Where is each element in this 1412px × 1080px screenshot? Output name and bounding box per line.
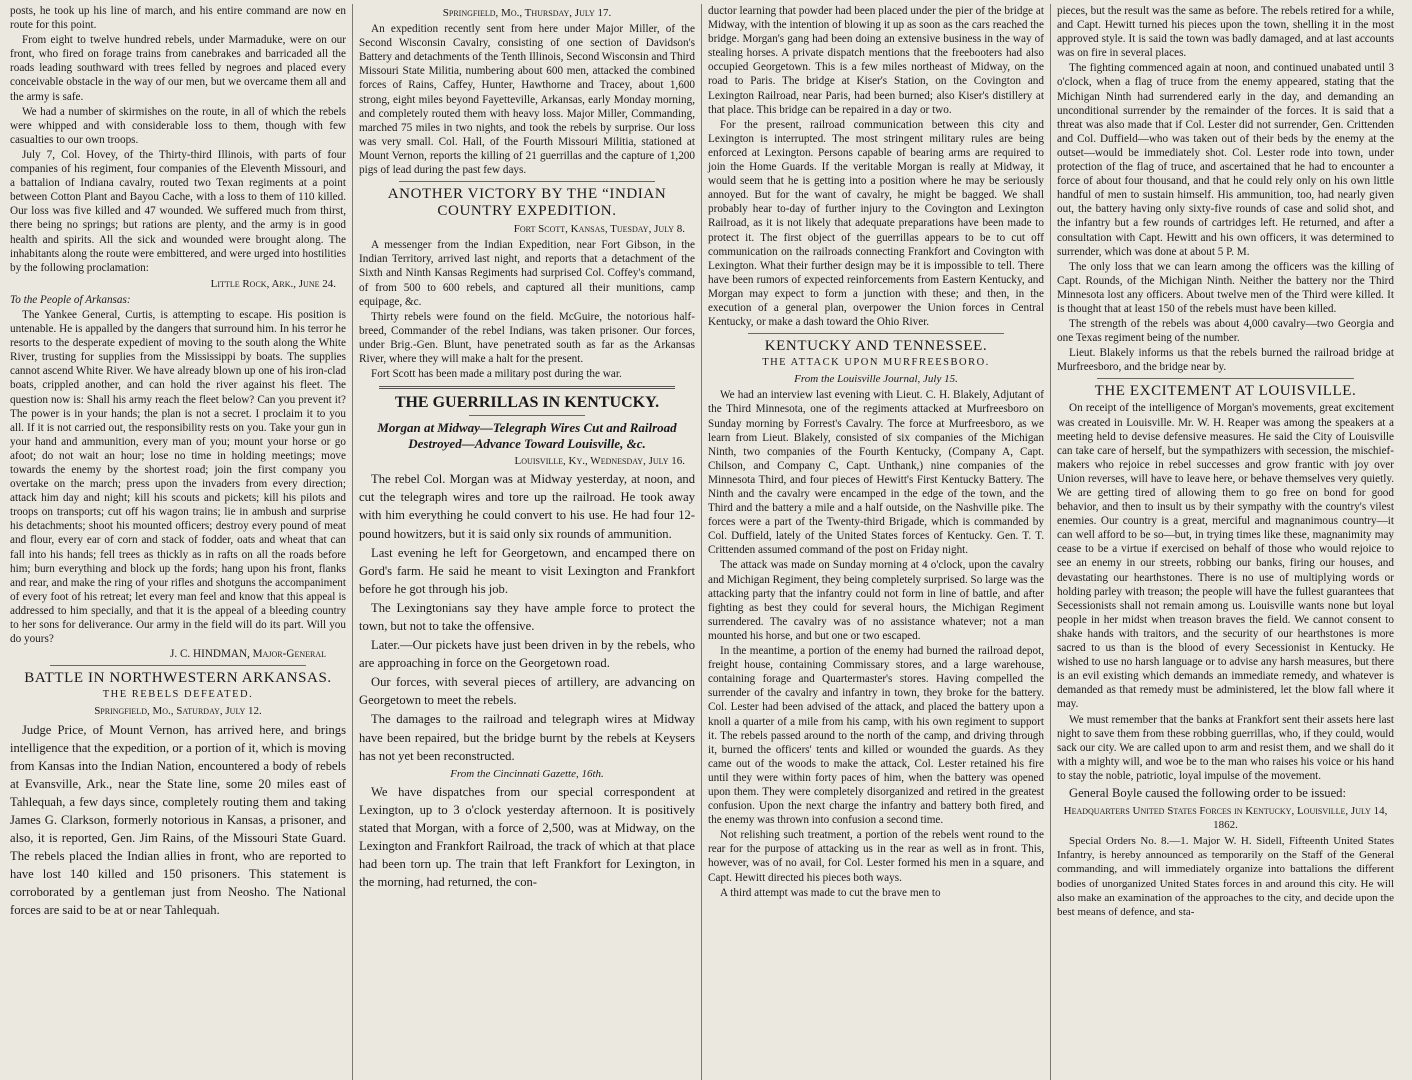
article-paragraph: pieces, but the result was the same as before. The rebels retired for a while, and Capt. Hewitt turned his pieces upon the town, shelling it in the most approved style. It is said the town was badly damaged, and at last accounts was on fire in several places. (1057, 5, 1394, 60)
headline: ANOTHER VICTORY BY THE “INDIAN COUNTRY EXPEDITION. (387, 186, 667, 220)
proclamation-salutation: To the People of Arkansas: (10, 293, 131, 306)
article-paragraph: The only loss that we can learn among the officers was the killing of Capt. Rounds, of the Michigan Ninth. Neither the battery nor the Third Minnesota lost any officers. About twelve men of the Third were killed. It is thought that at least 150 of the rebels must have been killed. (1057, 260, 1394, 315)
signature-line: J. C. HINDMAN, Major-General (170, 648, 326, 661)
column-1 (4, 4, 353, 1080)
dateline: Louisville, Ky., Wednesday, July 16. (514, 455, 685, 468)
article-paragraph: From eight to twelve hundred rebels, under Marmaduke, were on our front, who fired on forage trains from canebrakes and barricaded all the roads leading southward with trees felled by negroes and placed every conceivable obstacle in the way of our men, but we overcame them all and the army is safe. (10, 34, 346, 103)
article-paragraph: We had an interview last evening with Lieut. C. H. Blakely, Adjutant of the Third Minnesota, one of the regiments attacked at Murfreesboro on Sunday morning by Forrest's Cavalry. The force at Murfreesboro, as we learn from Lieut. Blakely, consisted of six companies of the Michigan Ninth, two companies of the Fourth Kentucky, (Company A, Capt. Chilson, and Company C, Capt. Unthank,) nine companies of the Minnesota Third, and four pieces of Hewitt's First Kentucky Battery. The Ninth and the cavalry were encamped in the edge of the town, and the Third and the battery a mile and a half outside, on the Nashville pike. The forces were a part of the Twenty-third Brigade, which is commanded by Col. Duffield, lately of the United States forces of Kentucky. Gen. T. T. Crittenden assumed command of the post on Friday night. (708, 389, 1044, 557)
article-paragraph: A third attempt was made to cut the brave men to (720, 886, 941, 899)
column-2 (353, 4, 702, 1080)
subheadline: THE ATTACK UPON MURFREESBORO. (762, 357, 990, 369)
article-paragraph: Fort Scott has been made a military post during the war. (371, 368, 622, 381)
article-paragraph: posts, he took up his line of march, and his entire command are now en route for this point. (10, 5, 346, 32)
headline: BATTLE IN NORTHWESTERN ARKANSAS. (24, 670, 332, 687)
column-rule (50, 665, 306, 666)
column-rule (399, 181, 655, 182)
article-paragraph: The attack was made on Sunday morning at 4 o'clock, upon the cavalry and Michigan Regiment, they being completely surprised. So large was the attacking party that the infantry could not form in line of battle, and after fighting as best they could for several hours, the Michigan Regiment surrendered. The cavalry was of no assistance whatever; not a man mounted his horse, and but one or two escaped. (708, 559, 1044, 642)
dateline: Headquarters United States Forces in Kentucky, Louisville, July 14, 1862. (1063, 805, 1388, 832)
article-paragraph: The Yankee General, Curtis, is attempting to escape. His position is untenable. He is appalled by the dangers that surround him. In his terror he resorts to the desperate expedient of moving to the south along the White River, trusting for supplies from the Mississippi by boats. The supplies cannot ascend White River. We have already blown up one of his iron-clad boats, crippled another, and can hold the river against his fleet. The question now is: Shall his army reach the fleet below? Can you prevent it? The power is in your hands; the plan is not a secret. I proclaim it to you all. If it is not carried out, the responsibility rests on you. Take your gun in your hand and ammunition, every man of you; mount your horse or go afoot; do not wait an hour; lose no time in holding meetings; move towards the enemy by the shortest road; join the first company you overtake on the march; press upon the invaders from every direction; attack him day and night; kill his scouts and pickets; kill his pilots and troops on transports; cut off his wagon trains; lie in ambush and surprise his detachments; shoot his mounted officers; destroy every pound of meat and flour, every ear of corn and stack of fodder, oats and wheat that can fall into his hands; fell trees as thickly as in rafts on all the roads before him; burn everything and block up the fords; hang upon his front, flanks and rear, and make the ring of your rifles and shotguns the accompaniment of every foot of his retreat; let every man feel and know that this appeal is addressed to him specially, and that it is the appeal of a bleeding country to her sons for deliverance. Our army in the field will do its part. Will you do yours? (10, 308, 346, 646)
headline-deck: Morgan at Midway—Telegraph Wires Cut and Railroad Destroyed—Advance Toward Louisville, &c. (377, 420, 677, 452)
orders-paragraph: Special Orders No. 8.—1. Major W. H. Sidell, Fifteenth United States Infantry, is hereby announced as temporarily on the Staff of the General commanding, and will immediately organize into battalions the different bodies of unorganized United States forces in and around this city. He will also make an examination of the approaches to the city, and decide upon the best means of defence, and sta- (1057, 835, 1394, 918)
source-credit: From the Cincinnati Gazette, 16th. (450, 767, 604, 780)
article-paragraph: Our forces, with several pieces of artillery, are advancing on Georgetown to meet the rebels. (359, 675, 695, 708)
article-paragraph: Not relishing such treatment, a portion of the rebels went round to the rear for the purpose of attacking us in the rear as well as in front. This, however, was of no avail, for Col. Lester formed his men in a square, and Capt. Hewitt directed his pieces both ways. (708, 829, 1044, 884)
article-paragraph: The rebel Col. Morgan was at Midway yesterday, at noon, and cut the telegraph wires and tore up the railroad. He took away with him everything he could convert to his use. He had four 12-pound howitzers, but it is said only six rounds of ammunition. (359, 472, 695, 541)
headline: THE GUERRILLAS IN KENTUCKY. (394, 394, 660, 412)
column-rule (748, 333, 1004, 334)
article-paragraph: In the meantime, a portion of the enemy had burned the railroad depot, freight house, containing Commissary stores, and a large warehouse, containing forage and Quartermaster's stores. Having compelled the surrender of the cavalry and infantry in town, they broke for the battery. Col. Lester had been advised of the attack, and placed the battery upon a knoll a quarter of a mile from his camp, with his own regiment to support it. The rebels passed around to the north of the camp, and driving through it, burned the officers' tents and killed or wounded the guards. As they came out of the woods to make the attack, Col. Lester retained his fire until they were within forty paces of him, when the battery was opened upon them. They were completely disorganized and retired in the greatest confusion. Upon the next charge the infantry and battery both fired, and the enemy was thrown into confusion a second time. (708, 645, 1044, 827)
article-paragraph: For the present, railroad communication between this city and Lexington is interrupted. The most stringent military rules are being enforced at Lexington. Persons capable of bearing arms are required to join the Home Guards. If the veritable Morgan is really at Midway, it would seem that he is getting into a position where he may be seriously annoyed. But for the want of cavalry, he might be bagged. We shall probably hear to-day of further injury to the Covington and Lexington Railroad, as it is not likely that adequate preparations have been made to protect it. The first object of the guerrillas appears to be to cut off communication on the railroads connecting Frankfort and Covington with Lexington. What their further design may be it is impossible to tell. There have been rumors of expected reinforcements from Eastern Kentucky, and Morgan may expect to form a junction with these; and then, in the execution of a general plan, overpower the Union forces in Central Kentucky, or make a dash toward the Ohio River. (708, 118, 1044, 329)
double-rule (379, 386, 675, 389)
article-paragraph: The strength of the rebels was about 4,000 cavalry—two Georgia and one Texas regiment being of the number. (1057, 318, 1394, 345)
article-paragraph: Judge Price, of Mount Vernon, has arrived here, and brings intelligence that the expedition, or a portion of it, which is moving from Kansas into the Indian Nation, encountered a body of rebels at Evansville, Ark., near the State line, some 20 miles east of Tahlequah, a few days since, completely routing them and taking James G. Clarkson, formerly notorious in Kansas, a prisoner, and also, it is reported, Gen. Jim Rains, of the Missouri State Guard. The rebels placed the Indian allies in front, who are reported to have lost 140 killed and 150 prisoners. This statement is corroborated by a gentleman just from Neosho. The National forces are said to be at or near Tahlequah. (10, 722, 346, 918)
dateline: Springfield, Mo., Saturday, July 12. (94, 705, 262, 718)
short-rule (469, 415, 585, 416)
article-paragraph: An expedition recently sent from here under Major Miller, of the Second Wisconsin Cavalry, consisting of one section of Davidson's Battery and detachments of the Tenth Illinois, Second Wisconsin and Third Missouri State Militia, numbering about 600 men, attacked the combined forces of Rains, Caffey, Hunter, Hawthorne and Tracey, about 1,600 strong, eight miles beyond Fayetteville, Arkansas, early Monday morning, and completely routed them with heavy loss. Major Miller, Commanding, marched 75 miles in two nights, and took the rebels by surprise. Our loss was very small. Col. Hall, of the Fourth Missouri Militia, stationed at Mount Vernon, reports the killing of 21 guerrillas and the capture of 1,200 pigs of lead during the past few days. (359, 23, 695, 177)
dateline: Springfield, Mo., Thursday, July 17. (442, 7, 612, 19)
article-paragraph: We have dispatches from our special correspondent at Lexington, up to 3 o'clock yesterday afternoon. It is positively stated that Morgan, with a force of 2,500, was at Midway, on the Lexington and Frankfort Railroad, the track of which at that place had been torn up. The train that left Frankfort for Lexington, in the morning, had returned, the con- (359, 784, 695, 890)
article-paragraph: We had a number of skirmishes on the route, in all of which the rebels were whipped and with considerable loss to them, though with few casualties to our own troops. (10, 105, 346, 146)
article-paragraph: The fighting commenced again at noon, and continued unabated until 3 o'clock, when a flag of truce from the enemy appeared, stating that the Michigan Ninth had surrendered early in the day, and demanding an unconditional surrender by the remainder of the forces. It is said that a threat was also made that if Col. Lester did not surrender, Gen. Crittenden and Col. Duffield—who was taken out of their beds by the enemy at the outset—would be immediately shot. Col. Lester rode into town, under protection of the flag of truce, and ascertained that he had to encounter a force of about four thousand, and that he could rely only on his own little handful of men to sustain himself. His ammunition, too, had nearly given out, the battery having only sixty-five rounds of case and solid shot, and the infantry but a few rounds of cartridges left. He returned, and after a consultation with Capt. Hewitt and his own officers, it was determined to surrender, which was done at about 5 P. M. (1057, 62, 1394, 258)
article-paragraph: ductor learning that powder had been placed under the pier of the bridge at Midway, with the intention of blowing it up as soon as the cars reached the bridge. Morgan's gang had been doing an extensive business in the way of stealing horses. A private dispatch mentions that the freebooters had also occupied Georgetown. This is a few miles northeast of Midway, on the road to Paris. The bridge at Kiser's Station, on the Covington and Lexington Railroad, near Paris, had been burned; also Kiser's distillery at that place. This bridge can be repaired in a day or two. (708, 5, 1044, 116)
article-paragraph: The damages to the railroad and telegraph wires at Midway have been repaired, but the bridge burnt by the rebels at Keysers has not yet been reconstructed. (359, 712, 695, 763)
article-paragraph: Lieut. Blakely informs us that the rebels burned the railroad bridge at Murfreesboro, and the bridge near by. (1057, 347, 1394, 374)
article-paragraph: Last evening he left for Georgetown, and encamped there on Gord's farm. He said he meant to visit Lexington and Frankfort before he got through his job. (359, 545, 695, 596)
subheadline: THE REBELS DEFEATED. (102, 689, 254, 701)
article-paragraph: The Lexingtonians say they have ample force to protect the town, but not to take the offensive. (359, 600, 695, 633)
article-paragraph: July 7, Col. Hovey, of the Thirty-third Illinois, with parts of four companies of his regiment, four companies of the Eleventh Missouri, and a battalion of Indiana cavalry, routed two Texan regiments at a point between Cotton Plant and Bayou Cache, with a loss to them of 110 killed. Our loss was five killed and 47 wounded. We suffered much from thirst, there being no springs; but rations are plenty, and the army is in good health and spirits. All the sick and wounded were brought along. The inhabitants along the route were embittered, and were urged into hostilities by the following proclamation: (10, 148, 346, 274)
article-paragraph: Later.—Our pickets have just been driven in by the rebels, who are approaching in force on the Georgetown road. (359, 638, 695, 671)
headline: THE EXCITEMENT AT LOUISVILLE. (1094, 383, 1357, 400)
article-paragraph: On receipt of the intelligence of Morgan's movements, great excitement was created in Louisville. Mr. W. H. Reaper was among the speakers at a meeting held to devise defensive measures. He said the City of Louisville can take care of herself, but the sympathizers with secession, the mischief-makers who rejoice in rebel successes and grow frantic with joy over Union reverses, will have to leave here, or behave themselves very quietly. We are getting tired of allowing them to go free on bond for good behavior, and then to insult us by their sympathy with the country's vilest enemies. Our country is a great, merciful and magnanimous country—it can well afford to be so—but, in trying times like these, magnanimity may cease to be a virtue if exercised on behalf of those who would rejoice to see an enemy in our streets, robbing our banks, firing our houses, and devastating our hearthstones. There is no use of multiplying words or holding parley with treason; the people will have the fullest guarantees that Secessionists shall not remain among us. Louisville wants none but loyal people in her midst when treason braves the field. We cannot consent to shake hands with traitors, and the security of our hearthstones is more sacred to us than is the blood of every Secessionist in Kentucky. He wished to use no harsh language or to advise any harsh measures, but there is an evil existing which demands an immediate remedy, and whatever is demanded as that remedy must be administered, let the blow fall where it may. (1057, 402, 1394, 711)
column-rule (1097, 378, 1354, 379)
column-3 (702, 4, 1051, 1080)
article-paragraph: Thirty rebels were found on the field. McGuire, the notorious half-breed, Commander of the rebel Indians, was taken prisoner. Our forces, under Brig.-Gen. Blunt, have penetrated south as far as the Arkansas River, where they will make a halt for the present. (359, 310, 695, 365)
article-paragraph: General Boyle caused the following order to be issued: (1069, 785, 1346, 800)
column-4 (1051, 4, 1400, 1080)
dateline: Fort Scott, Kansas, Tuesday, July 8. (513, 223, 685, 236)
source-credit: From the Louisville Journal, July 15. (794, 373, 958, 386)
article-paragraph: We must remember that the banks at Frankfort sent their assets here last night to save them from these robbing guerrillas, who, if they could, would sack our city. We are called upon to arm and resist them, and we shall do it with a mighty will, and woe be to the man who raises his voice or his hand to stay the noble, patriotic, loyal impulse of the movement. (1057, 713, 1394, 782)
article-paragraph: A messenger from the Indian Expedition, near Fort Gibson, in the Indian Territory, arrived last night, and reports that a detachment of the Sixth and Ninth Kansas Regiments had surprised Col. Coffey's command, of from 500 to 600 rebels, and captured all their munitions, camp equipage, &c. (359, 239, 695, 308)
headline: KENTUCKY AND TENNESSEE. (764, 338, 988, 355)
dateline: Little Rock, Ark., June 24. (210, 277, 336, 290)
